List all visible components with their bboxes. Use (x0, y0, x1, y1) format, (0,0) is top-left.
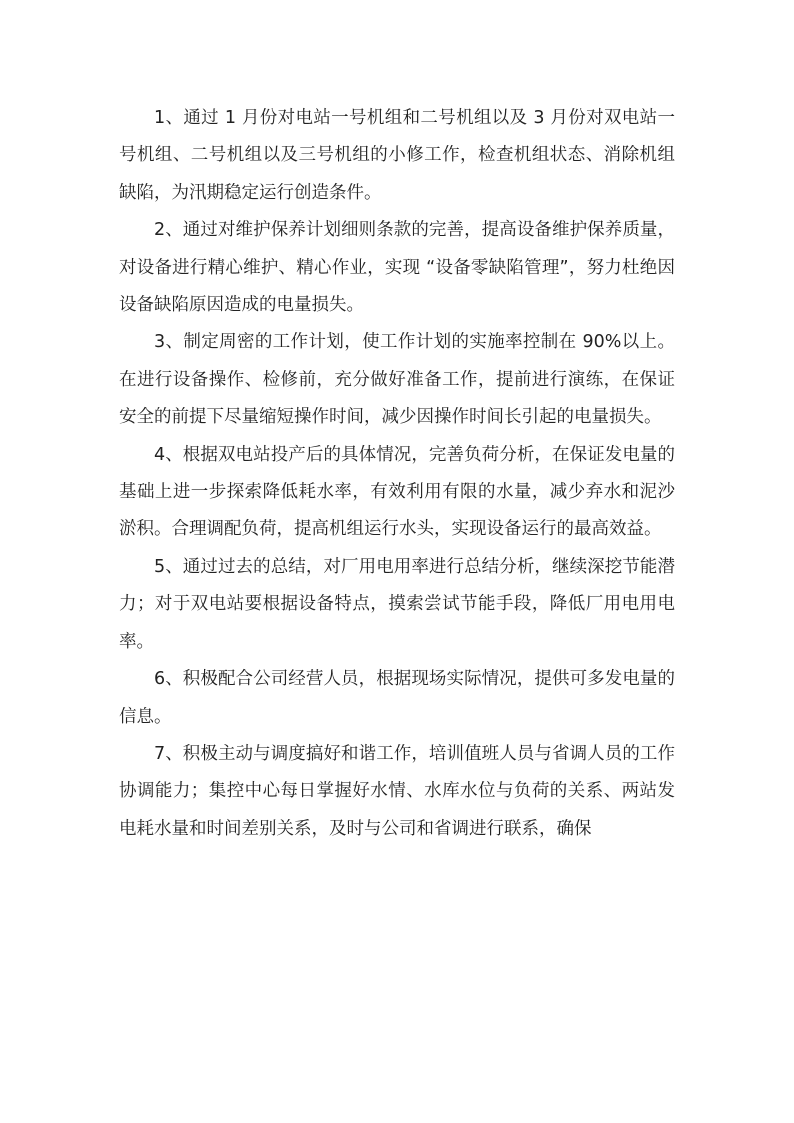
paragraph-3: 3、制定周密的工作计划，使工作计划的实施率控制在 90%以上。在进行设备操作、检修前，充分做好准备工作，提前进行演练，在保证安全的前提下尽量缩短操作时间，减少因操作时间长引起的电量损失。 (119, 332, 675, 428)
document-body (119, 100, 675, 848)
paragraph-2: 2、通过对维护保养计划细则条款的完善，提高设备维护保养质量，对设备进行精心维护、精心作业，实现 “设备零缺陷管理”，努力杜绝因设备缺陷原因造成的电量损失。 (119, 220, 675, 316)
paragraph-1: 1、通过 1 月份对电站一号机组和二号机组以及 3 月份对双电站一号机组、二号机组以及三号机组的小修工作，检查机组状态、消除机组缺陷，为汛期稳定运行创造条件。 (119, 108, 675, 203)
paragraph-4: 4、根据双电站投产后的具体情况，完善负荷分析，在保证发电量的基础上进一步探索降低耗水率，有效利用有限的水量，减少弃水和泥沙淤积。合理调配负荷，提高机组运行水头，实现设备运行的最高效益。 (119, 444, 675, 540)
paragraph-5: 5、通过过去的总结，对厂用电用率进行总结分析，继续深挖节能潜力；对于双电站要根据设备特点，摸索尝试节能手段，降低厂用电用电率。 (119, 556, 675, 652)
paragraph-7: 7、积极主动与调度搞好和谐工作，培训值班人员与省调人员的工作协调能力；集控中心每日掌握好水情、水库水位与负荷的关系、两站发电耗水量和时间差别关系，及时与公司和省调进行联系，确保 (119, 743, 675, 839)
paragraph-6: 6、积极配合公司经营人员，根据现场实际情况，提供可多发电量的信息。 (119, 669, 675, 727)
